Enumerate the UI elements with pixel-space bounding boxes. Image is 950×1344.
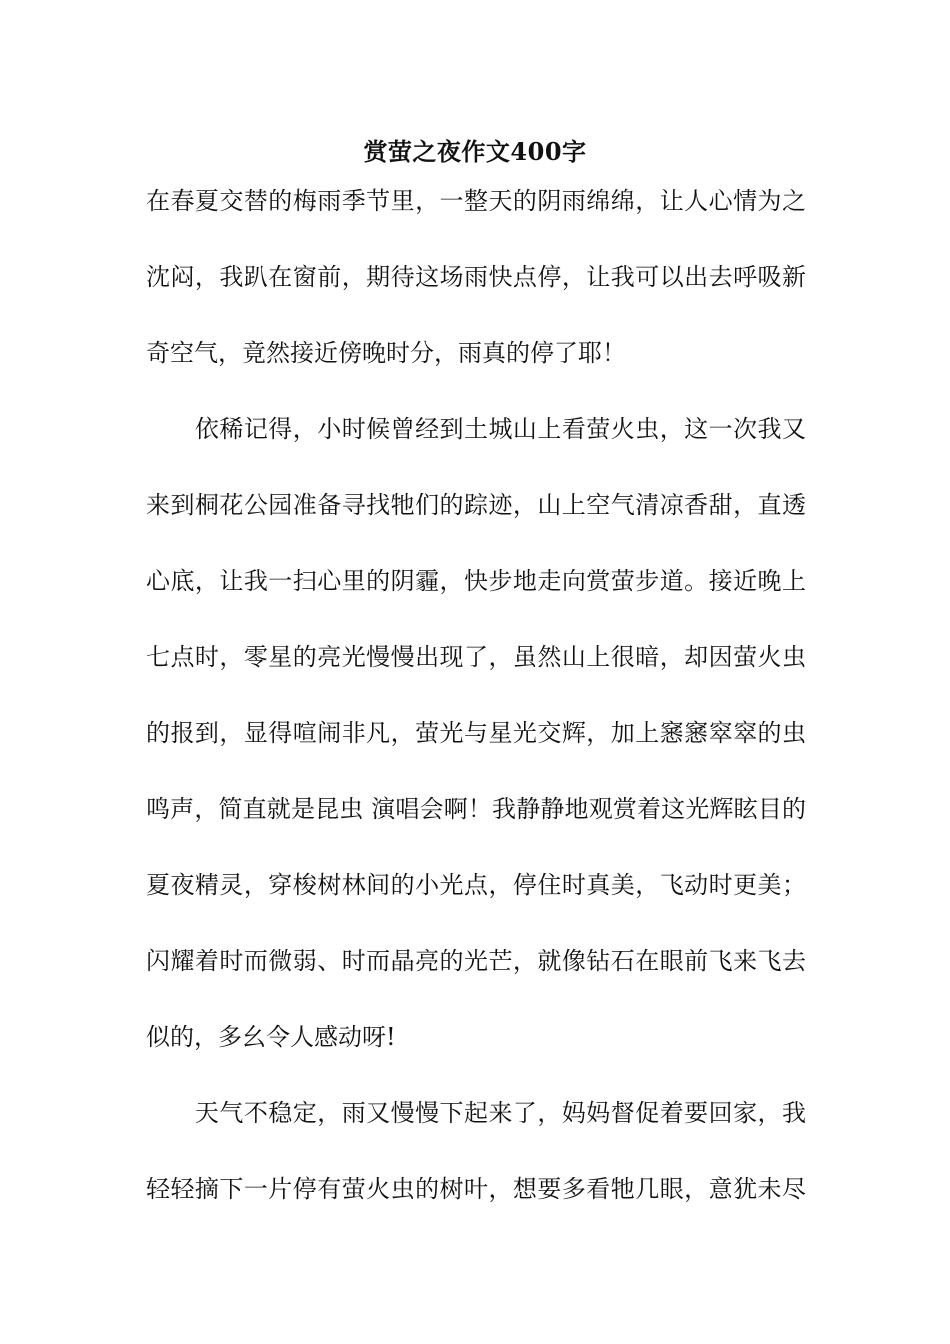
paragraph-line: 在春夏交替的梅雨季节里，一整天的阴雨绵绵，让人心情为之 — [146, 187, 806, 215]
paragraph-line: 来到桐花公园准备寻找牠们的踪迹，山上空气清凉香甜，直透 — [146, 491, 806, 519]
paragraph-line: 奇空气，竟然接近傍晚时分，雨真的停了耶！ — [146, 339, 626, 367]
paragraph-line: 轻轻摘下一片停有萤火虫的树叶，想要多看牠几眼，意犹未尽 — [146, 1175, 806, 1203]
paragraph-line: 七点时，零星的亮光慢慢出现了，虽然山上很暗，却因萤火虫 — [146, 643, 806, 671]
paragraph-line: 依稀记得，小时候曾经到土城山上看萤火虫，这一次我又 — [146, 415, 806, 443]
paragraph-line: 闪耀着时而微弱、时而晶亮的光芒，就像钻石在眼前飞来飞去 — [146, 947, 806, 975]
paragraph-line: 心底，让我一扫心里的阴霾，快步地走向赏萤步道。接近晚上 — [146, 567, 806, 595]
paragraph-line: 的报到，显得喧闹非凡，萤光与星光交辉，加上窸窸窣窣的虫 — [146, 719, 806, 747]
paragraph-line: 夏夜精灵，穿梭树林间的小光点，停住时真美，飞动时更美； — [146, 871, 806, 899]
paragraph-line: 似的，多幺令人感动呀! — [146, 1023, 396, 1051]
paragraph-line: 天气不稳定，雨又慢慢下起来了，妈妈督促着要回家，我 — [146, 1099, 806, 1127]
paragraph-line: 沈闷，我趴在窗前，期待这场雨快点停，让我可以出去呼吸新 — [146, 263, 806, 291]
document-title: 赏萤之夜作文400字 — [363, 137, 587, 166]
paragraph-line: 鸣声，简直就是昆虫 演唱会啊！我静静地观赏着这光辉眩目的 — [146, 795, 806, 823]
